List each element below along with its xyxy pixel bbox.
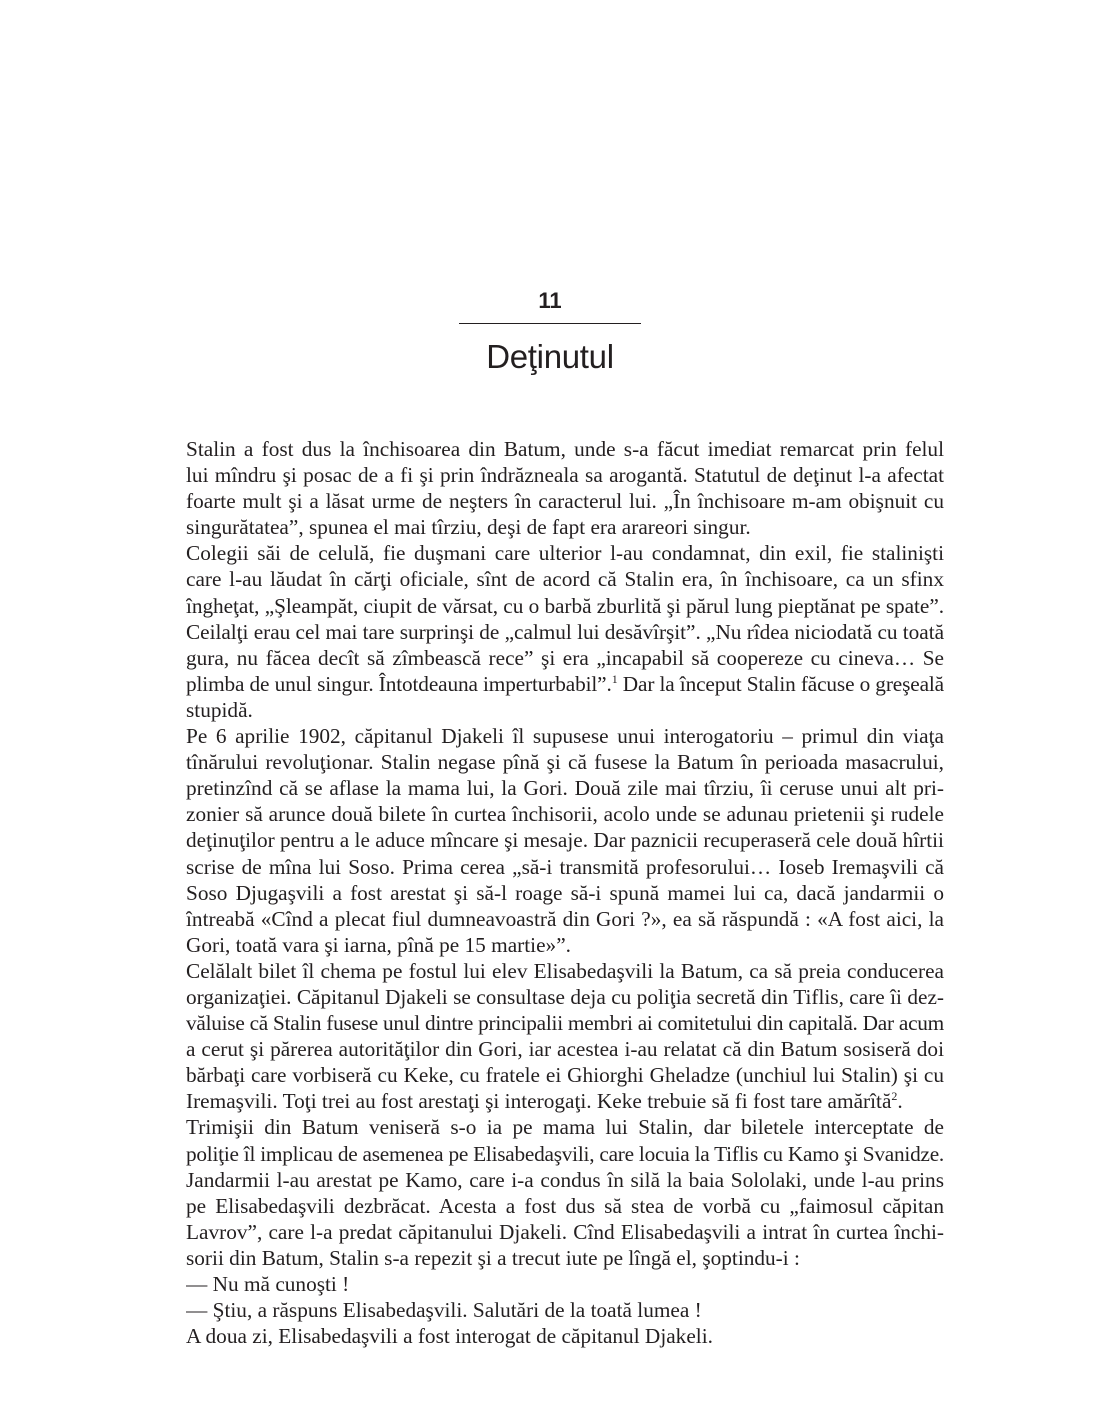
text-line-content	[186, 1219, 944, 1245]
text-line	[186, 749, 944, 775]
text-line-content	[186, 801, 944, 827]
line-text: A doua zi, Elisabedaşvili a fost interogat de căpitanul Djakeli.	[186, 1324, 713, 1349]
text-line	[186, 619, 944, 645]
text-line	[186, 514, 944, 540]
text-line	[186, 1323, 944, 1349]
text-line	[186, 1193, 944, 1219]
line-text: sorii din Batum, Stalin s-a repezit şi a trecut iute pe lîngă el, şoptindu-i :	[186, 1245, 800, 1270]
paragraph	[186, 540, 944, 723]
text-line-content	[186, 514, 751, 540]
text-line	[186, 723, 944, 749]
paragraph	[186, 1323, 944, 1349]
text-line	[186, 436, 944, 462]
line-text: lui mîndru şi posac de a fi şi prin îndrăzneala sa arogantă. Statutul de deţinut l-a afectat	[186, 463, 944, 488]
text-line-content	[186, 906, 944, 932]
text-line-content	[186, 880, 944, 906]
line-text: văluise că Stalin fusese unul dintre principalii membri ai comitetului din capitală. Dar acum	[186, 1011, 944, 1036]
text-line	[186, 540, 944, 566]
text-line	[186, 775, 944, 801]
line-text: Celălalt bilet îl chema pe fostul lui elev Elisabedaşvili la Batum, ca să preia conducerea	[186, 958, 944, 983]
line-text: Iremaşvili. Toţi trei au fost arestaţi şi interogaţi. Keke trebuie să fi fost tare amărîtă	[186, 1089, 892, 1114]
line-text: foarte mult şi a lăsat urme de neşters în caracterul lui. „În închisoare m-am obişnuit cu	[186, 489, 944, 514]
text-line	[186, 593, 944, 619]
text-line	[186, 984, 944, 1010]
line-text: a cerut şi părerea autorităţilor din Gori, iar acestea i-au relatat că din Batum sosiseră doi	[186, 1037, 944, 1062]
text-line-content	[186, 1323, 713, 1349]
line-text: singurătatea”, spunea el mai tîrziu, deşi de fapt era arareori singur.	[186, 515, 751, 540]
text-line-content	[186, 1088, 903, 1114]
text-line	[186, 697, 944, 723]
line-text: Stalin a fost dus la închisoarea din Batum, unde s-a făcut imediat remarcat prin felul	[186, 437, 944, 461]
text-line-content	[186, 619, 944, 645]
text-line-content	[186, 462, 944, 488]
chapter-title: Deţinutul	[486, 338, 614, 375]
text-line-content	[186, 932, 571, 958]
text-line-content	[186, 1010, 944, 1036]
text-line-content	[186, 645, 944, 671]
line-text: scrise de mîna lui Soso. Prima cerea „să-i transmită profesorului… Ioseb Iremaşvili că	[186, 854, 944, 879]
line-text: pe Elisabedaşvili dezbrăcat. Acesta a fost dus să stea de vorbă cu „faimosul căpitan	[186, 1193, 944, 1218]
line-text: întreabă «Cînd a plecat fiul dumneavoastră din Gori ?», ea să răspundă : «A fost aici, la	[186, 906, 944, 931]
chapter-number: 11	[538, 288, 562, 313]
text-line-content	[186, 1271, 349, 1297]
chapter-divider	[459, 323, 641, 324]
line-text: Pe 6 aprilie 1902, căpitanul Djakeli îl supusese unui interogatoriu – primul din viaţa	[186, 724, 944, 749]
line-text: stupidă.	[186, 697, 253, 722]
text-line	[186, 958, 944, 984]
line-text: Lavrov”, care l-a predat căpitanului Djakeli. Cînd Elisabedaşvili a intrat în curtea închi-	[186, 1219, 944, 1244]
line-text: pretinzînd că se aflase la mama lui, la Gori. Două zile mai tîrziu, îi ceruse unui alt pri-	[186, 776, 944, 801]
line-text: Ceilalţi erau cel mai tare surprinşi de „calmul lui desăvîrşit”. „Nu rîdea niciodată cu toată	[186, 619, 944, 644]
text-line-content	[186, 1114, 944, 1140]
line-text: .	[897, 1089, 903, 1114]
line-text: Colegii săi de celulă, fie duşmani care ulterior l-au condamnat, din exil, fie stalinişti	[186, 541, 944, 566]
text-line-content	[186, 593, 944, 619]
text-line	[186, 1062, 944, 1088]
line-text: tînărului revoluţionar. Stalin negase pînă şi că fusese la Batum în perioada masacrului,	[186, 750, 944, 775]
line-text: deţinuţilor pentru a le aduce mîncare şi mesaje. Dar paznicii recuperaseră cele două hîrtii	[186, 828, 944, 853]
body-text	[186, 436, 944, 1349]
text-line	[186, 488, 944, 514]
text-line	[186, 462, 944, 488]
text-line	[186, 932, 944, 958]
text-line	[186, 1036, 944, 1062]
line-text: zonier să arunce două bilete în curtea închisorii, acolo unde se adunau prietenii şi rudele	[186, 802, 944, 827]
line-text: îngheţat, „Şleampăt, ciupit de vărsat, cu o barbă zburlită şi părul lung pieptănat pe spate”.	[186, 593, 944, 618]
text-line	[186, 1088, 944, 1114]
text-line	[186, 1141, 944, 1167]
text-line-content	[186, 775, 944, 801]
text-line	[186, 566, 944, 592]
text-line-content	[186, 540, 944, 566]
text-line-content	[186, 566, 944, 592]
paragraph	[186, 958, 944, 1115]
text-line	[186, 854, 944, 880]
line-text: — Ştiu, a răspuns Elisabedaşvili. Salutări de la toată lumea !	[186, 1298, 702, 1323]
text-line	[186, 1219, 944, 1245]
footnote-marker: 1	[611, 671, 618, 686]
text-line-content	[186, 1062, 944, 1088]
line-text: — Nu mă cunoşti !	[186, 1272, 350, 1296]
text-line	[186, 1245, 944, 1271]
text-line-content	[186, 958, 944, 984]
line-text: Dar la început Stalin făcuse o greşeală	[617, 671, 944, 696]
paragraph	[186, 1114, 944, 1271]
text-line	[186, 1297, 944, 1323]
line-text: gura, nu făcea decît să zîmbească rece” şi era „incapabil să coopereze cu cineva… Se	[186, 645, 944, 670]
text-line-content	[186, 1141, 944, 1167]
text-line-content	[186, 488, 944, 514]
text-line	[186, 880, 944, 906]
text-line	[186, 1271, 944, 1297]
text-line-content	[186, 1193, 944, 1219]
line-text: care l-au lăudat în cărţi oficiale, sînt de acord că Stalin era, în închisoare, ca un sfinx	[186, 567, 944, 592]
text-line	[186, 671, 944, 697]
text-line-content	[186, 723, 944, 749]
line-text: plimba de unul singur. Întotdeauna imperturbabil”.	[186, 671, 612, 696]
text-line-content	[186, 749, 944, 775]
text-line-content	[186, 1297, 702, 1323]
text-line	[186, 645, 944, 671]
text-line-content	[186, 671, 944, 697]
text-line	[186, 906, 944, 932]
line-text: Trimişii din Batum veniseră s-o ia pe mama lui Stalin, dar biletele interceptate de	[186, 1115, 944, 1140]
paragraph	[186, 436, 944, 540]
text-line-content	[186, 697, 253, 723]
footnote-marker: 2	[891, 1089, 898, 1104]
line-text: Jandarmii l-au arestat pe Kamo, care i-a condus în silă la baia Sololaki, unde l-au prins	[186, 1167, 944, 1192]
paragraph	[186, 1297, 944, 1323]
line-text: organizaţiei. Căpitanul Djakeli se consultase deja cu poliţia secretă din Tiflis, care îi dez-	[186, 984, 944, 1009]
text-line-content	[186, 1036, 944, 1062]
text-line	[186, 801, 944, 827]
text-line-content	[186, 1167, 944, 1193]
text-line-content	[186, 1245, 800, 1271]
text-line	[186, 827, 944, 853]
text-line-content	[186, 854, 944, 880]
text-line-content	[186, 827, 944, 853]
text-line	[186, 1167, 944, 1193]
paragraph	[186, 1271, 944, 1297]
paragraph	[186, 723, 944, 958]
line-text: Gori, toată vara şi iarna, pînă pe 15 martie»”.	[186, 932, 571, 957]
text-line-content	[186, 984, 944, 1010]
line-text: bărbaţi care vorbiseră cu Keke, cu fratele ei Ghiorghi Gheladze (unchiul lui Stalin) şi cu	[186, 1063, 944, 1088]
line-text: poliţie îl implicau de asemenea pe Elisabedaşvili, care locuia la Tiflis cu Kamo şi Svanidze.	[186, 1141, 944, 1166]
text-line	[186, 1010, 944, 1036]
line-text: Soso Djugaşvili a fost arestat şi să-l roage să-i spună mamei lui ca, dacă jandarmii o	[186, 880, 944, 905]
text-line	[186, 1114, 944, 1140]
text-line-content	[186, 436, 944, 462]
